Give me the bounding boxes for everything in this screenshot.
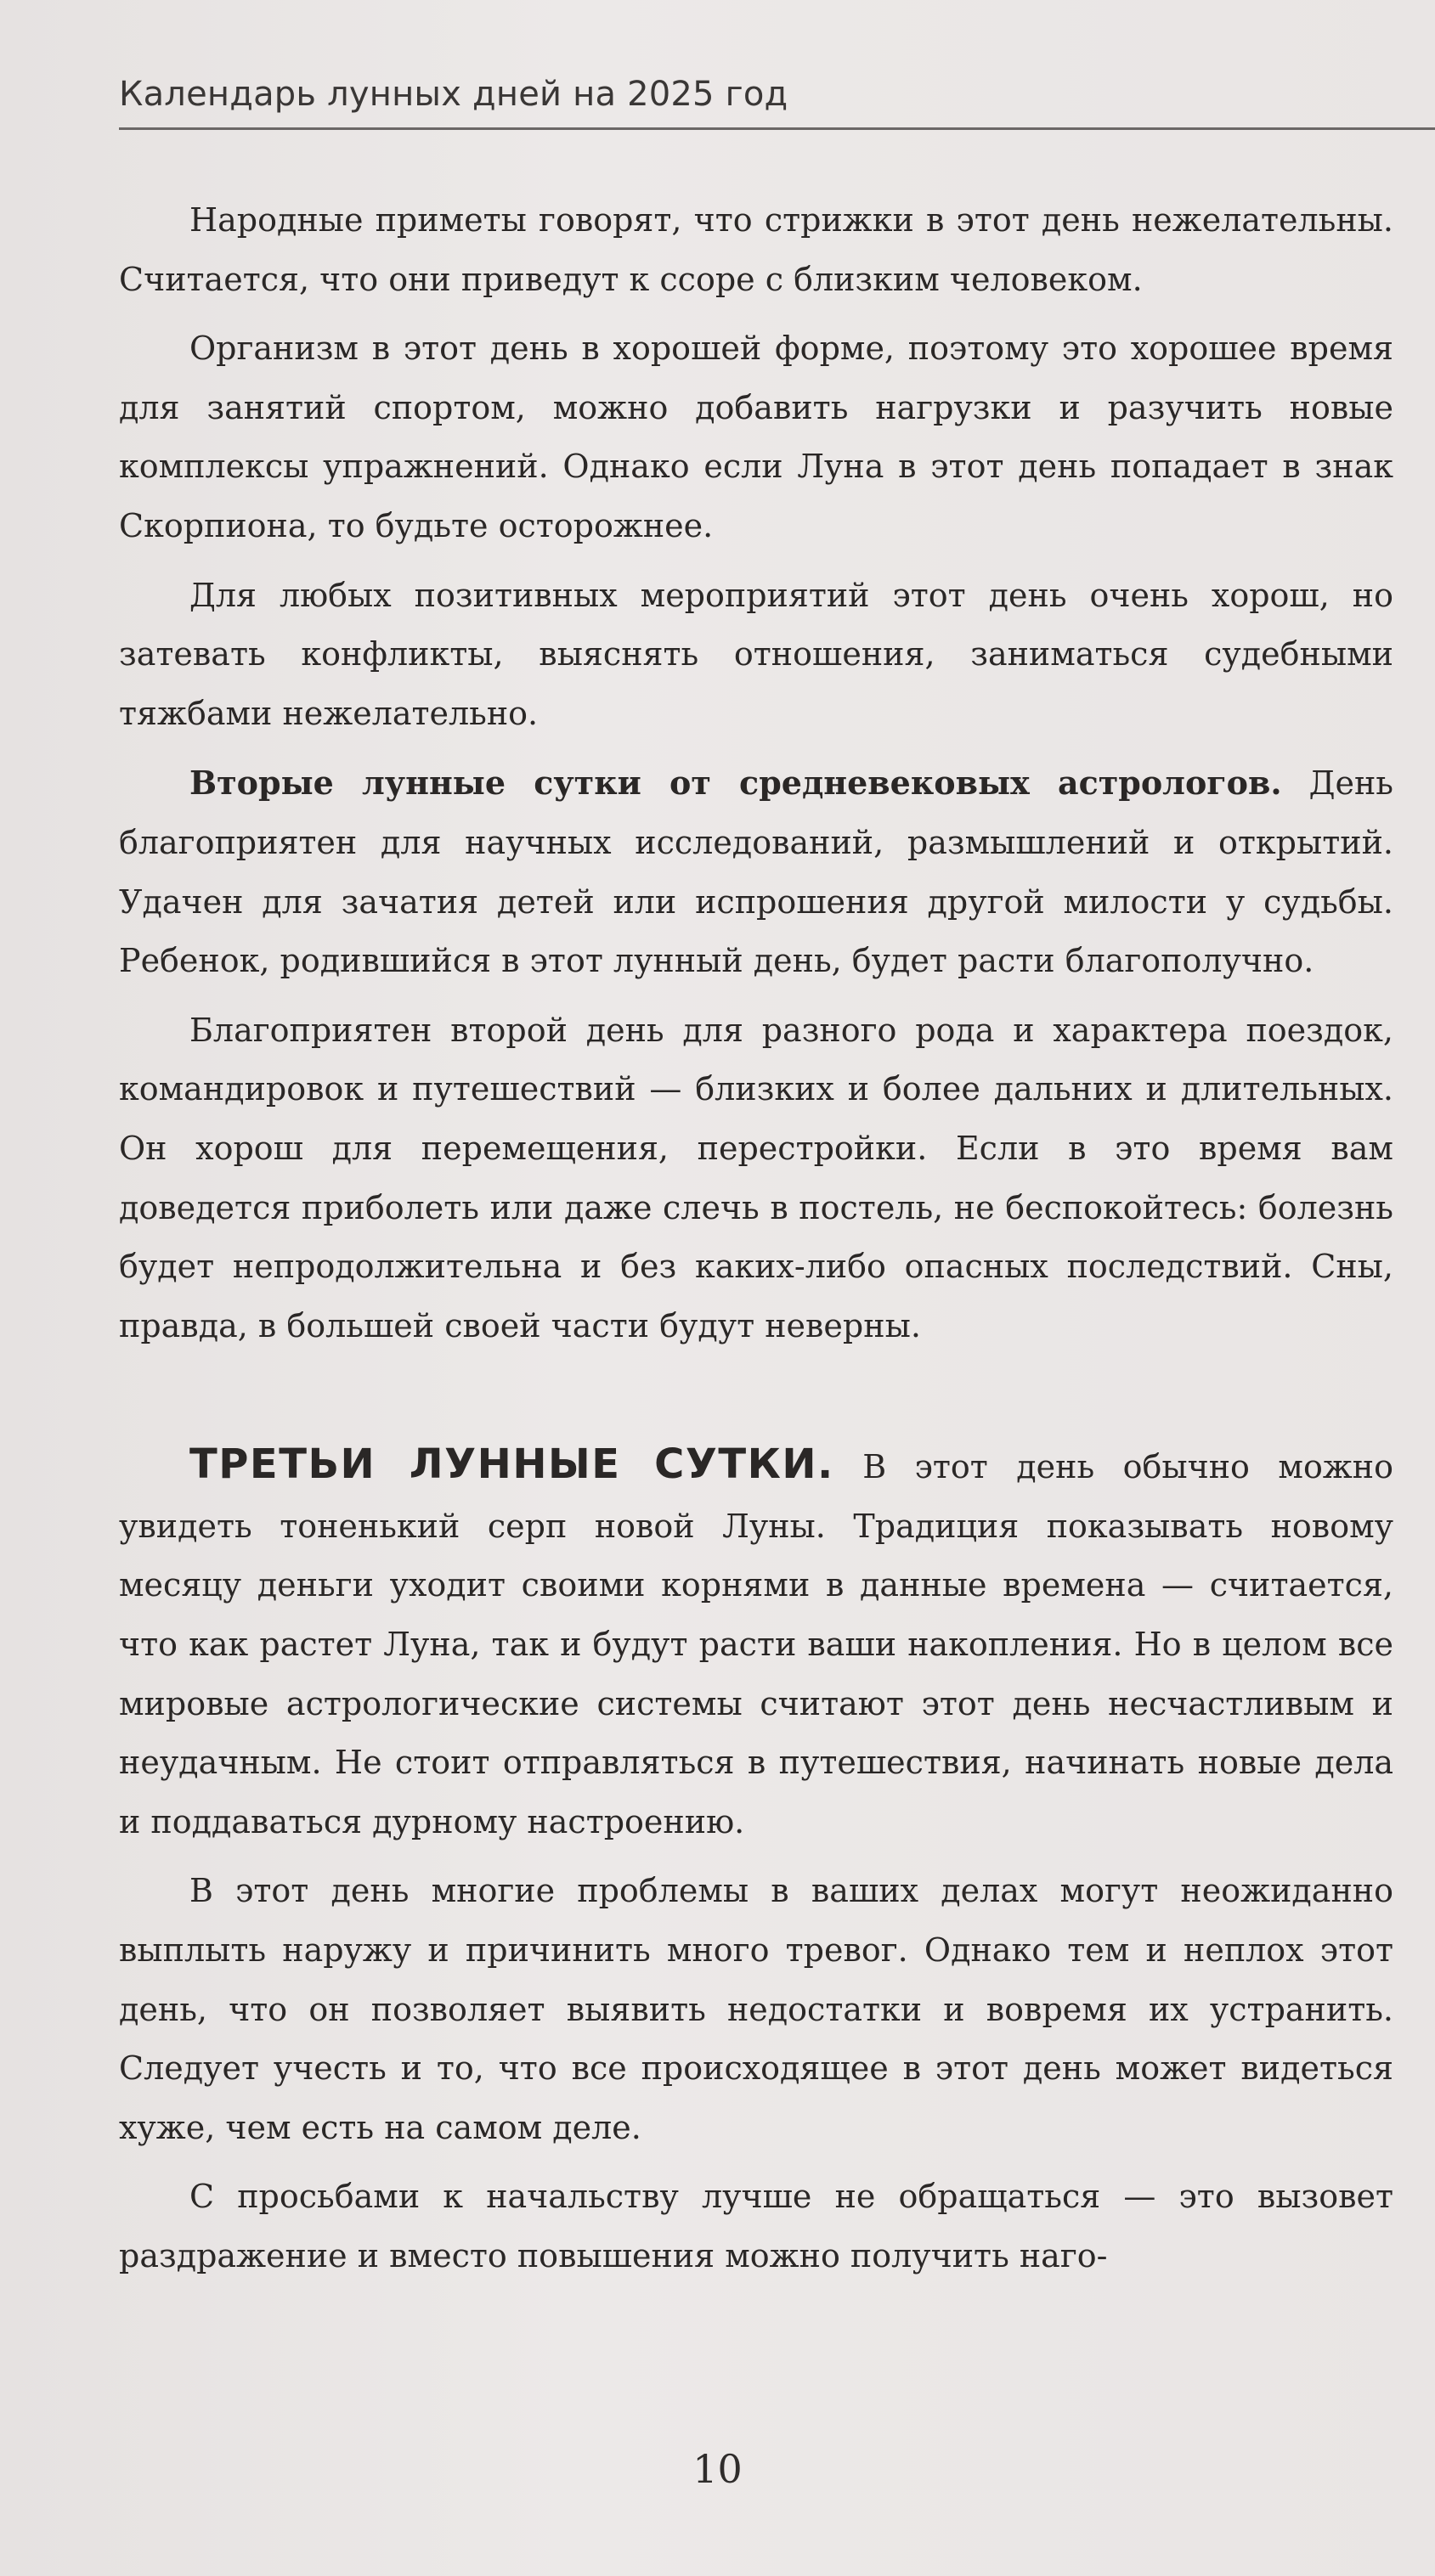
paragraph-5: Благоприятен второй день для разного рода и характера поездок, командировок и путешествий — близких и более дальних и длительных. Он хорош для перемещения, перестройки. Если в это время вам доведется приболеть или даже слечь в постель, не беспокойтесь: болезнь будет непродолжительна и без каких-либо опасных последствий. Сны, правда, в большей своей части будут неверны.	[119, 1011, 1393, 1344]
running-title: Календарь лунных дней на 2025 год	[119, 75, 788, 114]
paragraph-4-text: День благоприятен для научных исследований, размышлений и открытий. Удачен для зачатия детей или испрошения другой милости у судьбы. Ребенок, родившийся в этот лунный день, будет расти благополучно.	[119, 764, 1393, 980]
page-number: 10	[692, 2446, 743, 2492]
section-heading-third-lunar-day: ТРЕТЬИ ЛУННЫЕ СУТКИ.	[189, 1440, 834, 1489]
paragraph-6	[119, 1435, 1393, 1852]
paragraph-1: Народные приметы говорят, что стрижки в этот день нежелательны. Считается, что они приведут к ссоре с близким человеком.	[119, 201, 1393, 298]
body-text	[119, 191, 1393, 2297]
paragraph-8: С просьбами к начальству лучше не обращаться — это вызовет раздражение и вместо повышения можно получить наго-	[119, 2178, 1393, 2274]
paragraph-3: Для любых позитивных мероприятий этот день очень хорош, но затевать конфликты, выяснять отношения, заниматься судебными тяжбами нежелательно.	[119, 576, 1393, 732]
paragraph-4	[119, 753, 1393, 990]
paragraph-4-lead: Вторые лунные сутки от средневековых астрологов.	[189, 764, 1282, 803]
header-rule	[119, 127, 1435, 130]
paragraph-6-text: В этот день обычно можно увидеть тоненький серп новой Луны. Традиция показывать новому месяцу деньги уходит своими корнями в данные времена — считается, что как растет Луна, так и будут расти ваши накопления. Но в целом все мировые астрологические системы считают этот день несчастливым и неудачным. Не стоит отправляться в путешествия, начинать новые дела и поддаваться дурному настроению.	[119, 1448, 1393, 1840]
paragraph-7: В этот день многие проблемы в ваших делах могут неожиданно выплыть наружу и причинить много тревог. Однако тем и неплох этот день, что он позволяет выявить недостатки и вовремя их устранить. Следует учесть и то, что все происходящее в этот день может видеться хуже, чем есть на самом деле.	[119, 1872, 1393, 2146]
paragraph-2: Организм в этот день в хорошей форме, поэтому это хорошее время для занятий спортом, можно добавить нагрузки и разучить новые комплексы упражнений. Однако если Луна в этот день попадает в знак Скорпиона, то будьте осторожнее.	[119, 330, 1393, 544]
